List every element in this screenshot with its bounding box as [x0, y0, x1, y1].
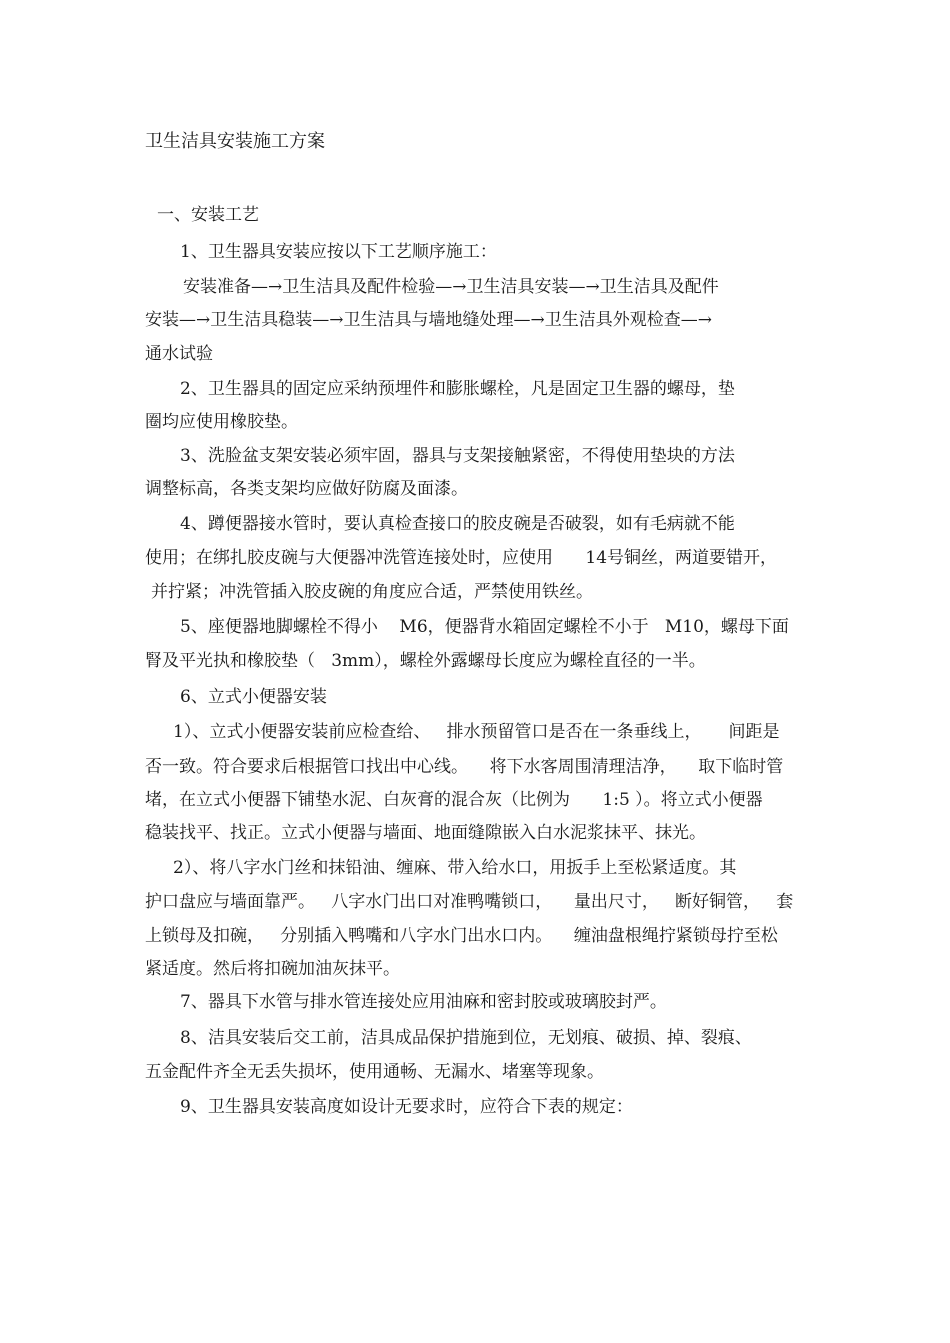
text-line: 否一致。符合要求后根据管口找出中心线。 将下水客周围清理洁净， 取下临时管 — [145, 757, 784, 777]
text-line: 通水试验 — [145, 344, 213, 364]
text-line: 1）、立式小便器安装前应检查给、 排水预留管口是否在一条垂线上， 间距是 — [173, 722, 780, 742]
text-line: 2、卫生器具的固定应采纳预埋件和膨胀螺栓，凡是固定卫生器的螺母，垫 — [180, 379, 735, 399]
text-line: 安装—→卫生洁具稳装—→卫生洁具与墙地缝处理—→卫生洁具外观检查—→ — [145, 310, 712, 330]
section-heading: 一、安装工艺 — [157, 205, 259, 225]
text-line: 稳装找平、找正。立式小便器与墙面、地面缝隙嵌入白水泥浆抹平、抹光。 — [145, 823, 706, 843]
text-line: 安装准备—→卫生洁具及配件检验—→卫生洁具安装—→卫生洁具及配件 — [183, 277, 719, 297]
text-line: 堵，在立式小便器下铺垫水泥、白灰膏的混合灰（比例为 1:5 ）。将立式小便器 — [145, 790, 763, 810]
text-line: 护口盘应与墙面靠严。 八字水门出口对准鸭嘴锁口， 量出尺寸， 断好铜管， 套 — [145, 892, 794, 912]
text-line: 紧适度。然后将扣碗加油灰抹平。 — [145, 959, 400, 979]
text-line: 使用；在绑扎胶皮碗与大便器冲洗管连接处时，应使用 14号铜丝，两道要错开， — [145, 548, 778, 568]
text-line: 9、卫生器具安装高度如设计无要求时，应符合下表的规定： — [180, 1097, 633, 1117]
text-line: 3、洗脸盆支架安装必须牢固，器具与支架接触紧密，不得使用垫块的方法 — [180, 446, 735, 466]
text-line: 5、座便器地脚螺栓不得小 M6，便器背水箱固定螺栓不小于 M10，螺母下面 — [180, 617, 789, 637]
text-line: 6、立式小便器安装 — [180, 687, 327, 707]
text-line: 8、洁具安装后交工前，洁具成品保护措施到位，无划痕、破损、掉、裂痕、 — [180, 1028, 752, 1048]
text-line: 4、蹲便器接水管时，要认真检查接口的胶皮碗是否破裂，如有毛病就不能 — [180, 514, 735, 534]
text-line: 2）、将八字水门丝和抹铅油、缠麻、带入给水口，用扳手上至松紧适度。其 — [173, 858, 737, 878]
text-line: 并拧紧；冲洗管插入胶皮碗的角度应合适，严禁使用铁丝。 — [151, 582, 593, 602]
text-line: 1、卫生器具安装应按以下工艺顺序施工： — [180, 242, 497, 262]
document-title: 卫生洁具安装施工方案 — [145, 131, 325, 152]
text-line: 五金配件齐全无丢失损坏，使用通畅、无漏水、堵塞等现象。 — [145, 1062, 604, 1082]
text-line: 7、器具下水管与排水管连接处应用油麻和密封胶或玻璃胶封严。 — [180, 992, 667, 1012]
text-line: 上锁母及扣碗， 分别插入鸭嘴和八字水门出水口内。 缠油盘根绳拧紧锁母拧至松 — [145, 926, 778, 946]
text-line: 圈均应使用橡胶垫。 — [145, 412, 298, 432]
text-line: 调整标高，各类支架均应做好防腐及面漆。 — [145, 479, 468, 499]
text-line: 腎及平光执和橡胶垫（ 3mm），螺栓外露螺母长度应为螺栓直径的一半。 — [145, 651, 706, 671]
